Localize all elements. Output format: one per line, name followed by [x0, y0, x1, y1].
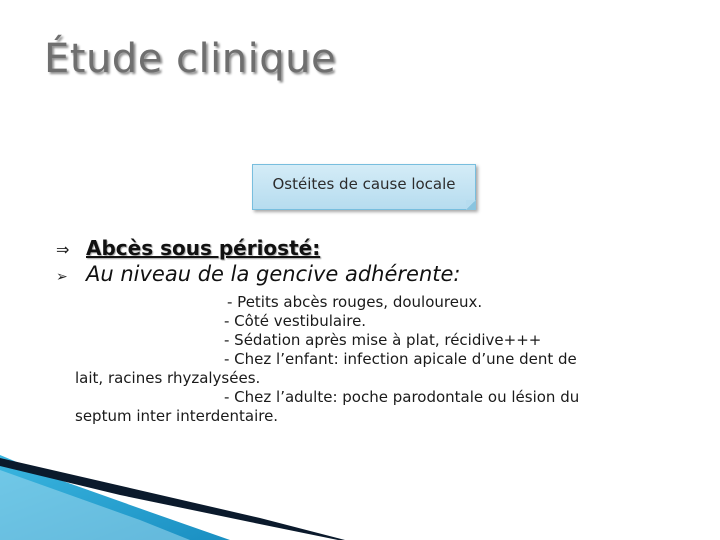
bullet-abces-text: Abcès sous périosté:	[86, 236, 321, 260]
slide-title: Étude clinique	[44, 36, 337, 82]
text-line: - Sédation après mise à plat, récidive+++	[224, 331, 542, 349]
arrowhead-icon: ➢	[56, 269, 68, 285]
text-line: - Chez l’enfant: infection apicale d’une dent de	[224, 350, 577, 368]
bullet-abces	[56, 236, 320, 260]
callout-label: Ostéites de cause locale	[272, 175, 456, 193]
corner-decoration	[0, 440, 720, 540]
body-text	[75, 293, 675, 426]
text-line: lait, racines rhyzalysées.	[75, 369, 261, 387]
double-arrow-icon: ⇒	[56, 240, 70, 259]
bullet-gencive	[56, 262, 460, 286]
text-line: - Petits abcès rouges, douloureux.	[227, 293, 483, 311]
bullet-gencive-text: Au niveau de la gencive adhérente:	[86, 262, 461, 286]
text-line: - Côté vestibulaire.	[224, 312, 367, 330]
callout-folded-corner	[466, 200, 476, 210]
text-line: septum inter interdentaire.	[75, 407, 279, 425]
text-line: - Chez l’adulte: poche parodontale ou lésion du	[224, 388, 580, 406]
callout-box	[252, 164, 478, 212]
